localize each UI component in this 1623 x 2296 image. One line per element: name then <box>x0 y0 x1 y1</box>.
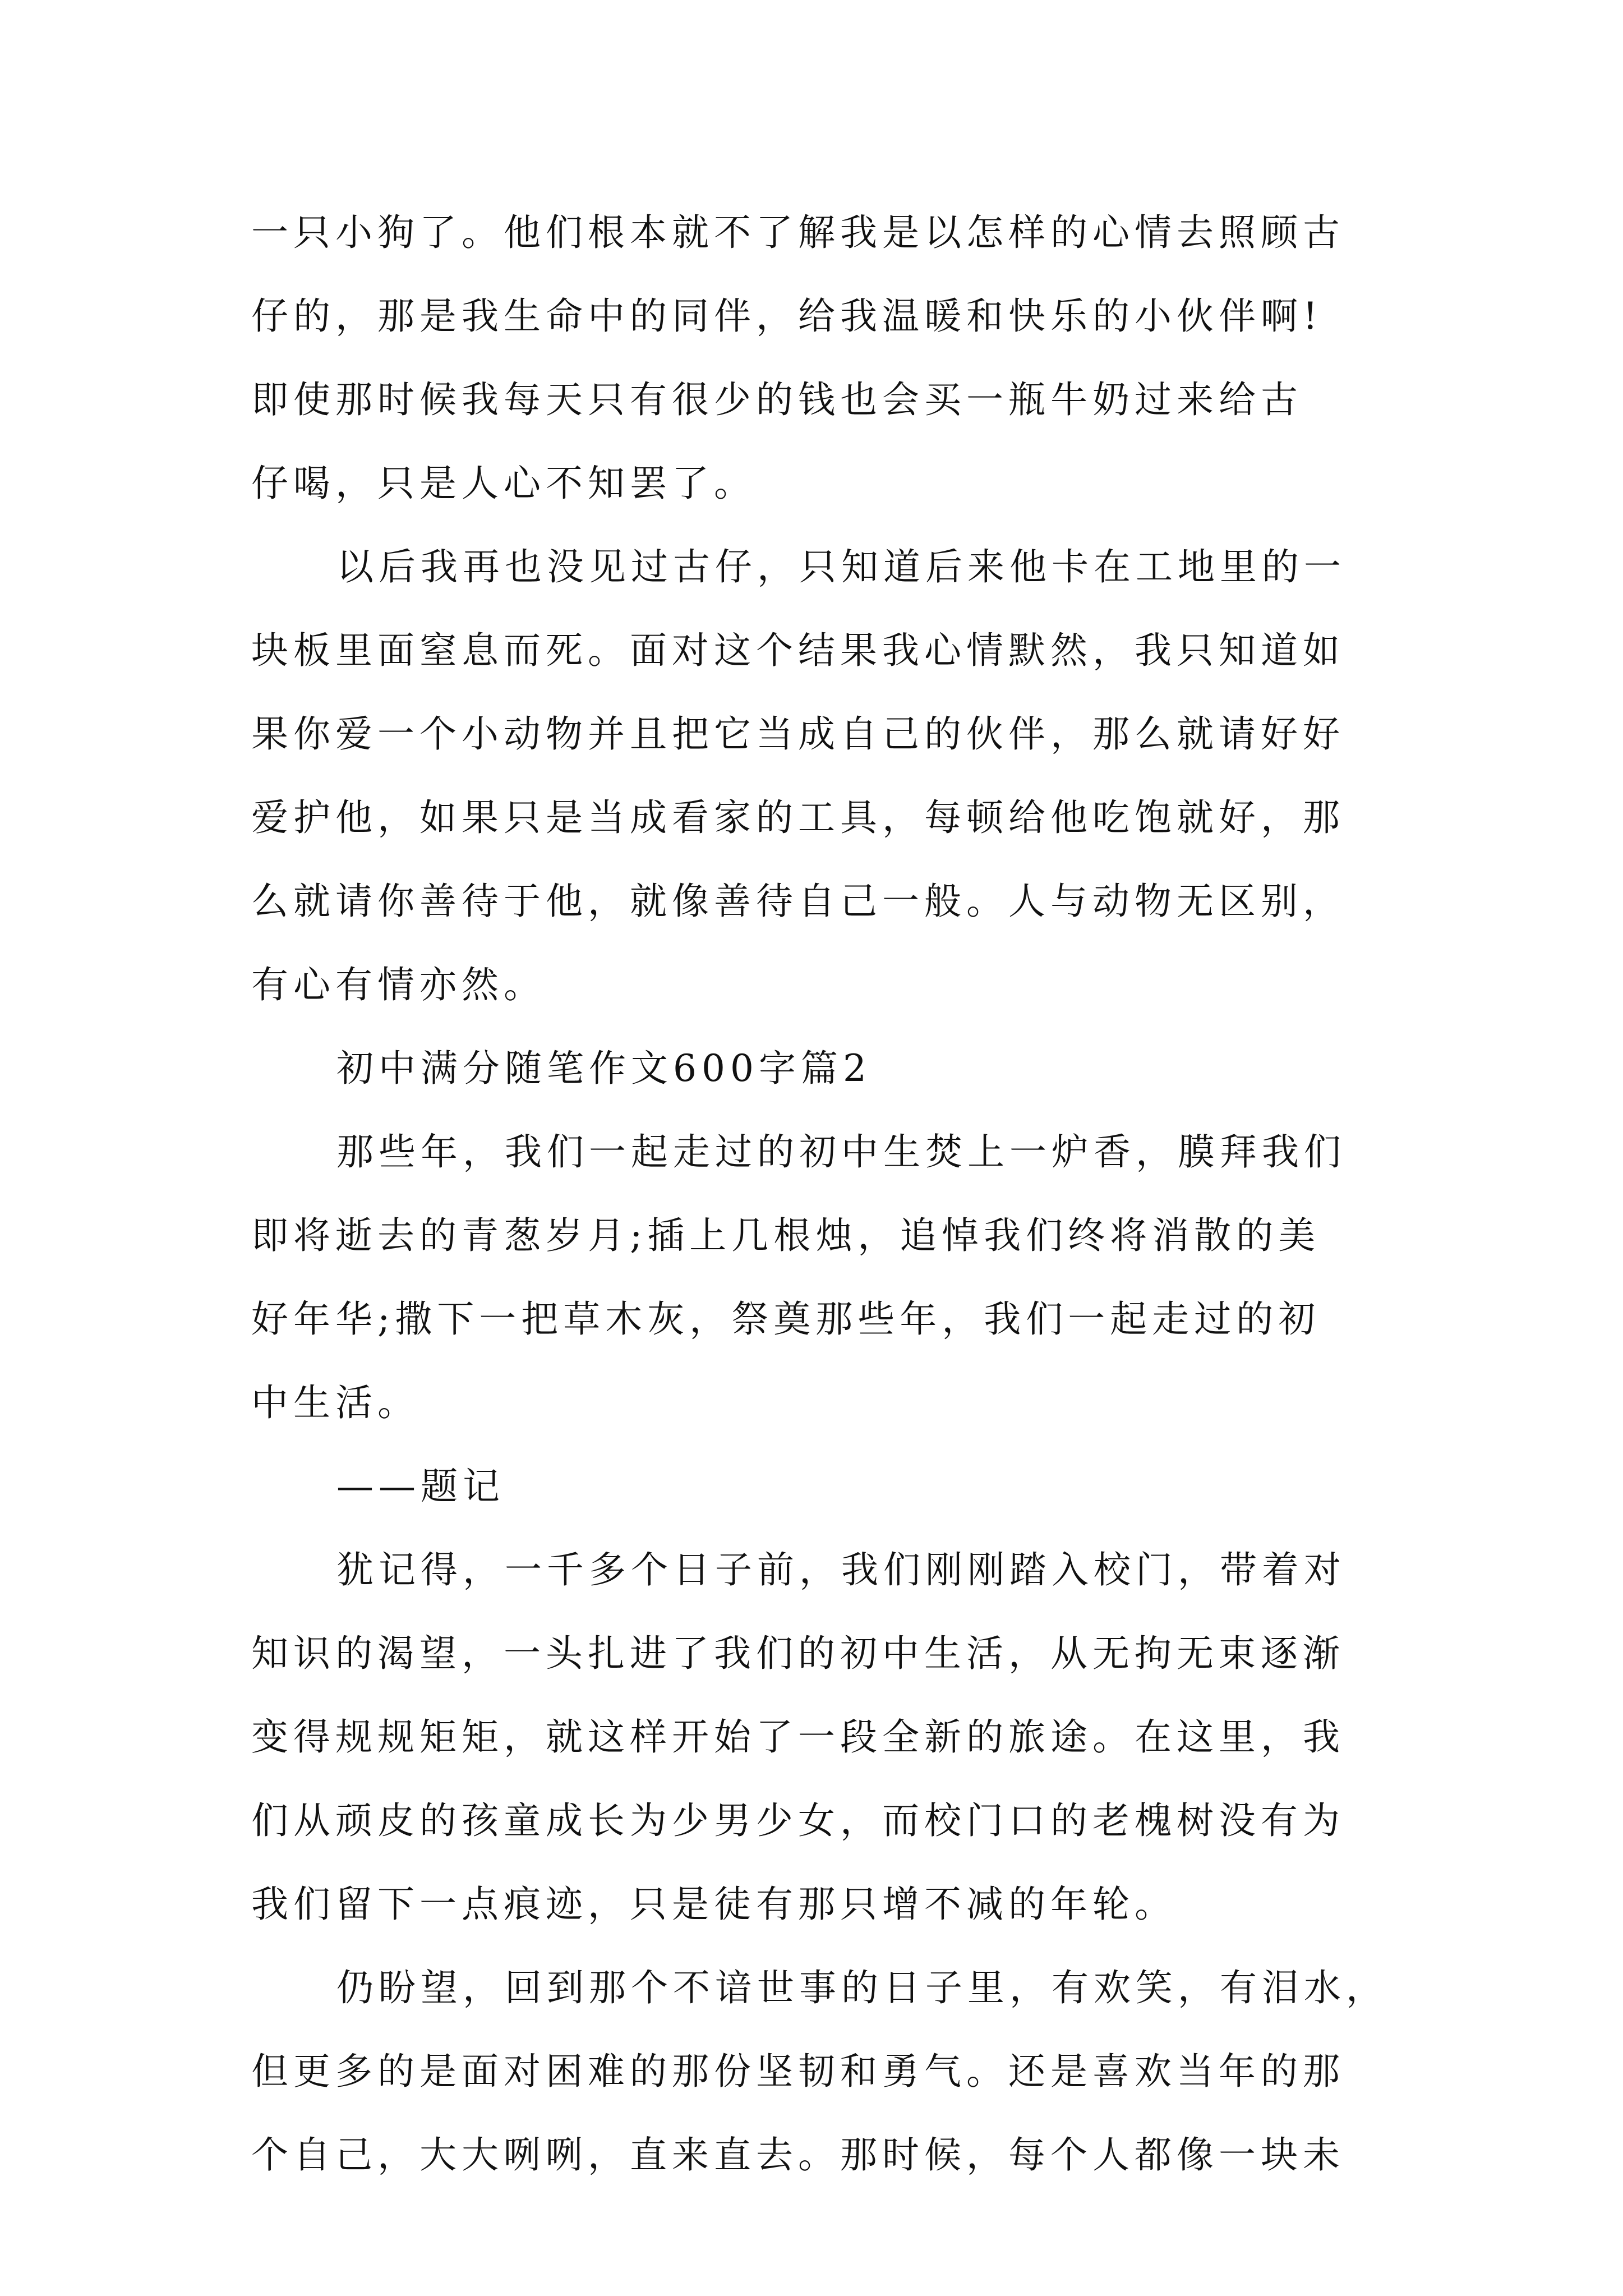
text-line: 好年华;撒下一把草木灰，祭奠那些年，我们一起走过的初 <box>251 1297 1321 1341</box>
text-line: 即将逝去的青葱岁月;插上几根烛，追悼我们终将消散的美 <box>251 1214 1321 1257</box>
text-line: 知识的渴望，一头扎进了我们的初中生活，从无拘无束逐渐 <box>251 1632 1345 1675</box>
text-line: 果你爱一个小动物并且把它当成自己的伙伴，那么就请好好 <box>251 712 1345 756</box>
text-line: 我们留下一点痕迹，只是徒有那只增不减的年轮。 <box>251 1883 1177 1926</box>
epigraph-label: ——题记 <box>336 1465 505 1508</box>
text-line: 即使那时候我每天只有很少的钱也会买一瓶牛奶过来给古 <box>251 378 1303 421</box>
text-line: 一只小狗了。他们根本就不了解我是以怎样的心情去照顾古 <box>251 211 1345 254</box>
text-line: 有心有情亦然。 <box>251 963 546 1006</box>
paragraph-gu-zai-care <box>251 191 1407 525</box>
text-line: 但更多的是面对困难的那份坚韧和勇气。还是喜欢当年的那 <box>251 2050 1345 2093</box>
essay-title: 初中满分随笔作文600字篇2 <box>336 1047 872 1090</box>
text-line: 中生活。 <box>251 1381 419 1424</box>
epigraph <box>251 1444 1407 1528</box>
text-line: 以后我再也没见过古仔，只知道后来他卡在工地里的一 <box>336 545 1346 588</box>
text-line: 们从顽皮的孩童成长为少男少女，而校门口的老槐树没有为 <box>251 1799 1345 1842</box>
text-line: 仔喝，只是人心不知罢了。 <box>251 462 756 505</box>
essay-heading <box>251 1027 1407 1110</box>
text-line: 仔的，那是我生命中的同伴，给我温暖和快乐的小伙伴啊! <box>251 295 1323 338</box>
text-line: 犹记得，一千多个日子前，我们刚刚踏入校门，带着对 <box>336 1548 1346 1591</box>
text-line: 个自己，大大咧咧，直来直去。那时候，每个人都像一块未 <box>251 2133 1345 2177</box>
text-line: 块板里面窒息而死。面对这个结果我心情默然，我只知道如 <box>251 629 1345 672</box>
text-line: 变得规规矩矩，就这样开始了一段全新的旅途。在这里，我 <box>251 1715 1345 1759</box>
text-line: 爱护他，如果只是当成看家的工具，每顿给他吃饱就好，那 <box>251 796 1345 839</box>
document-body <box>251 191 1407 2197</box>
text-line: 那些年，我们一起走过的初中生焚上一炉香，膜拜我们 <box>336 1130 1346 1174</box>
paragraph-those-years <box>251 1110 1407 1444</box>
paragraph-gu-zai-ending <box>251 525 1407 1027</box>
text-line: 仍盼望，回到那个不谙世事的日子里，有欢笑，有泪水， <box>336 1966 1388 2009</box>
paragraph-still-hope <box>251 1946 1407 2197</box>
text-line: 么就请你善待于他，就像善待自己一般。人与动物无区别， <box>251 880 1345 923</box>
paragraph-remember <box>251 1528 1407 1946</box>
